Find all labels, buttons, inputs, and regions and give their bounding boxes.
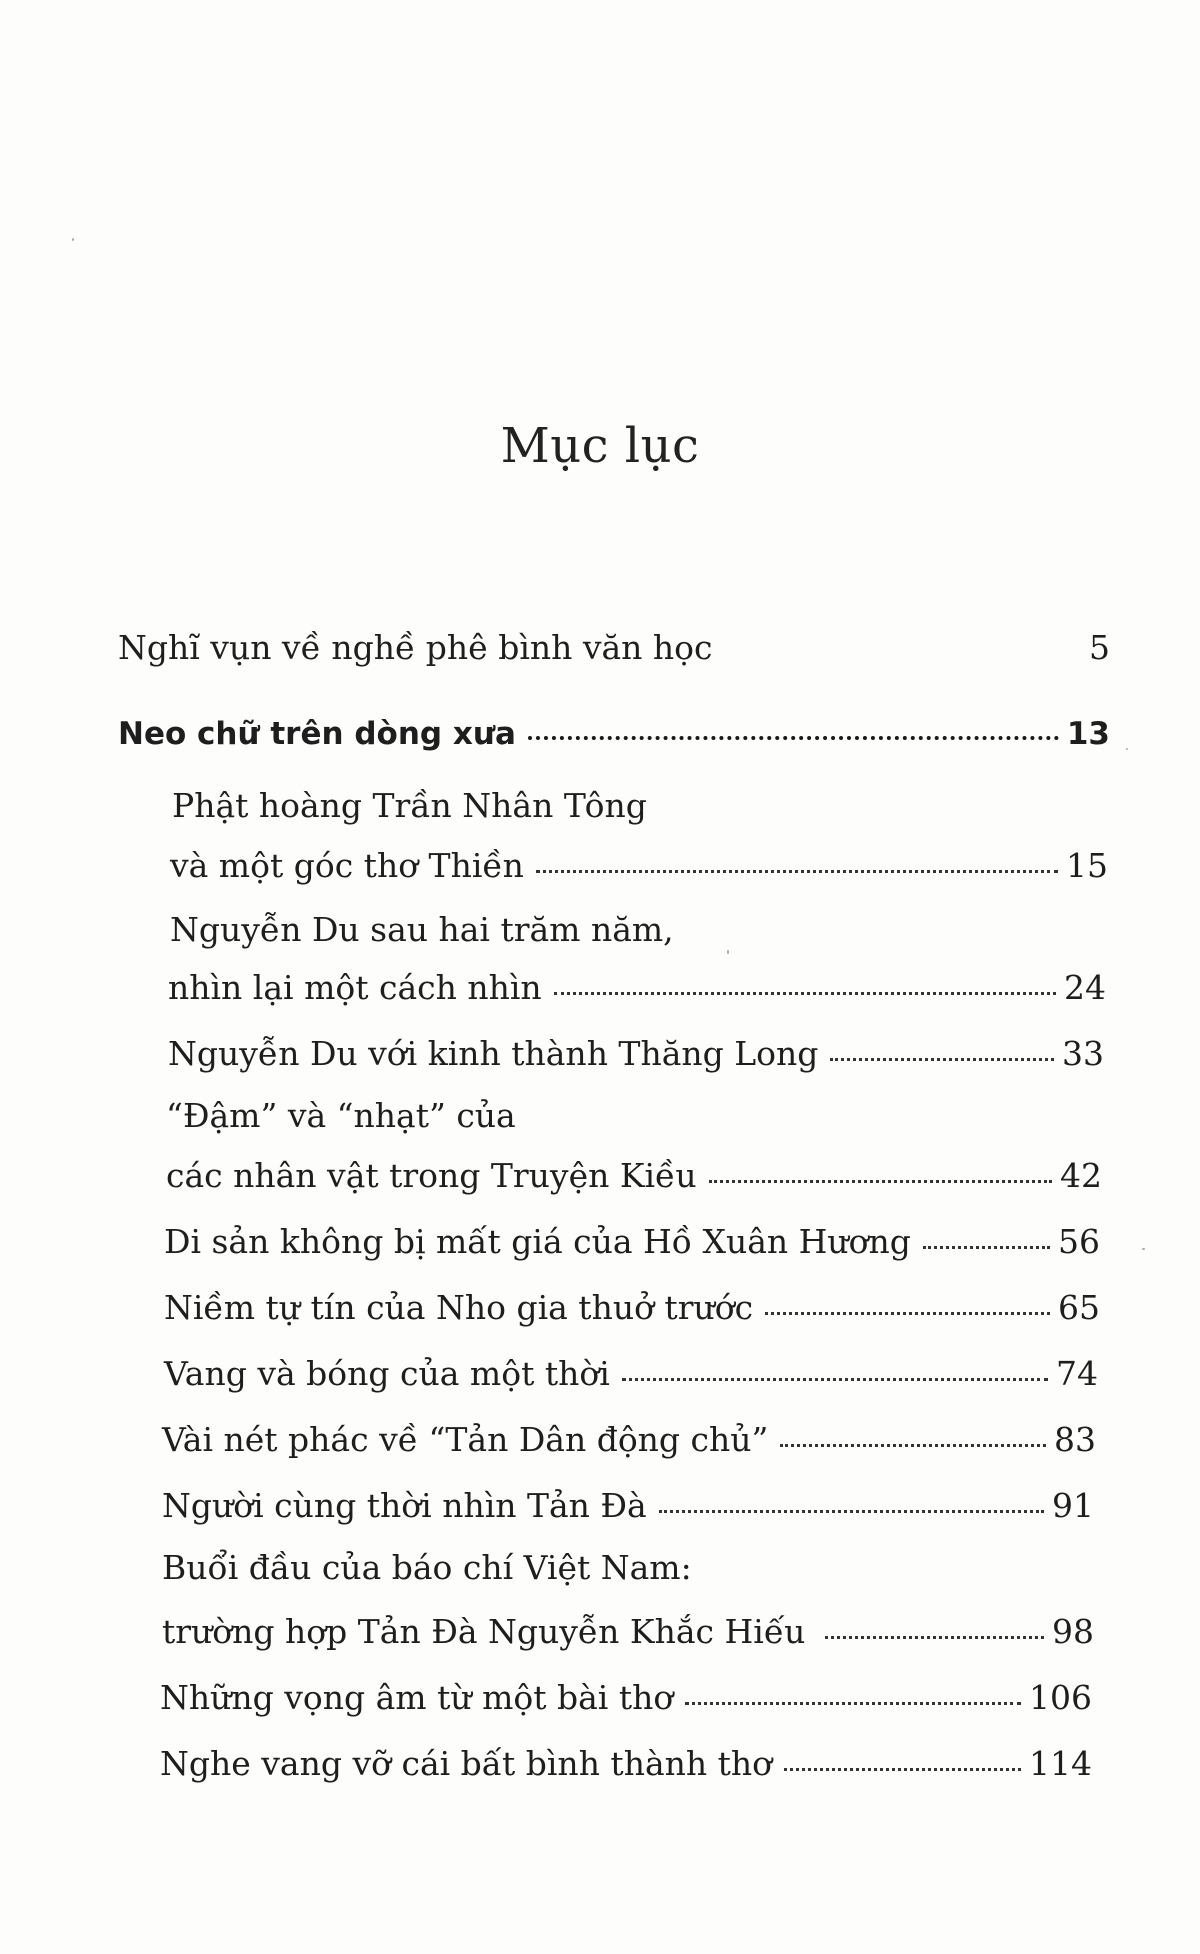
toc-page-number: 98 <box>1052 1612 1094 1651</box>
paper-speck <box>1126 748 1128 750</box>
toc-entry[interactable] <box>168 968 1106 1008</box>
toc-page-number: 74 <box>1056 1354 1098 1393</box>
toc-entry[interactable] <box>162 1486 1094 1526</box>
toc-entry[interactable] <box>160 1744 1092 1784</box>
toc-entry[interactable] <box>162 1612 1094 1652</box>
toc-entry-title: Nguyễn Du với kinh thành Thăng Long <box>168 1034 819 1073</box>
toc-entry-title: Nghĩ vụn về nghề phê bình văn học <box>118 628 713 667</box>
dot-leader <box>923 1246 1050 1249</box>
toc-page-number: 5 <box>1089 628 1110 667</box>
dot-leader <box>830 1058 1054 1061</box>
dot-leader <box>528 736 1059 740</box>
toc-entry[interactable] <box>160 1678 1092 1718</box>
toc-entry-line-first[interactable] <box>166 1096 1102 1136</box>
toc-entry-title: Nguyễn Du sau hai trăm năm, <box>170 910 674 949</box>
toc-entry-title: Di sản không bị mất giá của Hồ Xuân Hương <box>164 1222 911 1261</box>
toc-entry[interactable] <box>170 846 1108 886</box>
toc-entry[interactable] <box>164 1222 1100 1262</box>
dot-leader <box>780 1444 1046 1447</box>
toc-entry-title-cont: các nhân vật trong Truyện Kiều <box>166 1156 697 1195</box>
toc-entry-title: “Đậm” và “nhạt” của <box>166 1096 516 1135</box>
toc-entry-title-cont: và một góc thơ Thiền <box>170 846 524 885</box>
toc-entry-title: Buổi đầu của báo chí Việt Nam: <box>162 1548 692 1587</box>
paper-speck <box>727 950 729 954</box>
paper-speck <box>72 238 74 241</box>
toc-entry-title: Người cùng thời nhìn Tản Đà <box>162 1486 647 1525</box>
dot-leader <box>784 1768 1021 1771</box>
toc-entry-line-first[interactable] <box>162 1548 1094 1588</box>
toc-entry-title: Những vọng âm từ một bài thơ <box>160 1678 674 1717</box>
dot-leader <box>659 1510 1044 1513</box>
toc-entry-title-cont: nhìn lại một cách nhìn <box>168 968 542 1007</box>
toc-entry[interactable] <box>164 1354 1098 1394</box>
toc-entry-intro[interactable] <box>118 628 1110 668</box>
toc-entry[interactable] <box>166 1156 1102 1196</box>
toc-entry[interactable] <box>162 1420 1096 1460</box>
paper-speck <box>1142 1248 1145 1250</box>
toc-entry[interactable] <box>168 1034 1104 1074</box>
toc-entry-title: Vài nét phác về “Tản Dân động chủ” <box>162 1420 769 1459</box>
dot-leader <box>685 1702 1021 1705</box>
toc-page-number: 24 <box>1064 968 1106 1007</box>
toc-page-number: 56 <box>1058 1222 1100 1261</box>
toc-page-number: 33 <box>1062 1034 1104 1073</box>
toc-page-number: 42 <box>1060 1156 1102 1195</box>
toc-page-number: 15 <box>1066 846 1108 885</box>
toc-entry-title: Vang và bóng của một thời <box>164 1354 610 1393</box>
dot-leader <box>709 1180 1052 1183</box>
toc-entry-title-cont: trường hợp Tản Đà Nguyễn Khắc Hiếu <box>162 1612 806 1651</box>
toc-entry-line-first[interactable] <box>170 910 1108 950</box>
dot-leader <box>765 1312 1050 1315</box>
dot-leader <box>622 1378 1048 1381</box>
toc-page-number: 83 <box>1054 1420 1096 1459</box>
toc-entry-title: Neo chữ trên dòng xưa <box>118 716 516 752</box>
toc-entry-title: Nghe vang vỡ cái bất bình thành thơ <box>160 1744 772 1783</box>
toc-entry-title: Niềm tự tín của Nho gia thuở trước <box>164 1288 754 1327</box>
toc-page-number: 91 <box>1052 1486 1094 1525</box>
toc-entry[interactable] <box>164 1288 1100 1328</box>
toc-page-number: 13 <box>1066 716 1110 752</box>
page-title: Mục lục <box>500 418 700 474</box>
toc-entry-title: Phật hoàng Trần Nhân Tông <box>172 786 647 825</box>
dot-leader <box>825 1636 1044 1639</box>
toc-entry-line-first[interactable] <box>172 786 1110 826</box>
dot-leader <box>554 992 1056 995</box>
toc-page-number: 106 <box>1029 1678 1092 1717</box>
toc-page-number: 114 <box>1029 1744 1092 1783</box>
toc-section-heading[interactable] <box>118 714 1110 754</box>
dot-leader <box>536 870 1058 873</box>
toc-page-number: 65 <box>1058 1288 1100 1327</box>
